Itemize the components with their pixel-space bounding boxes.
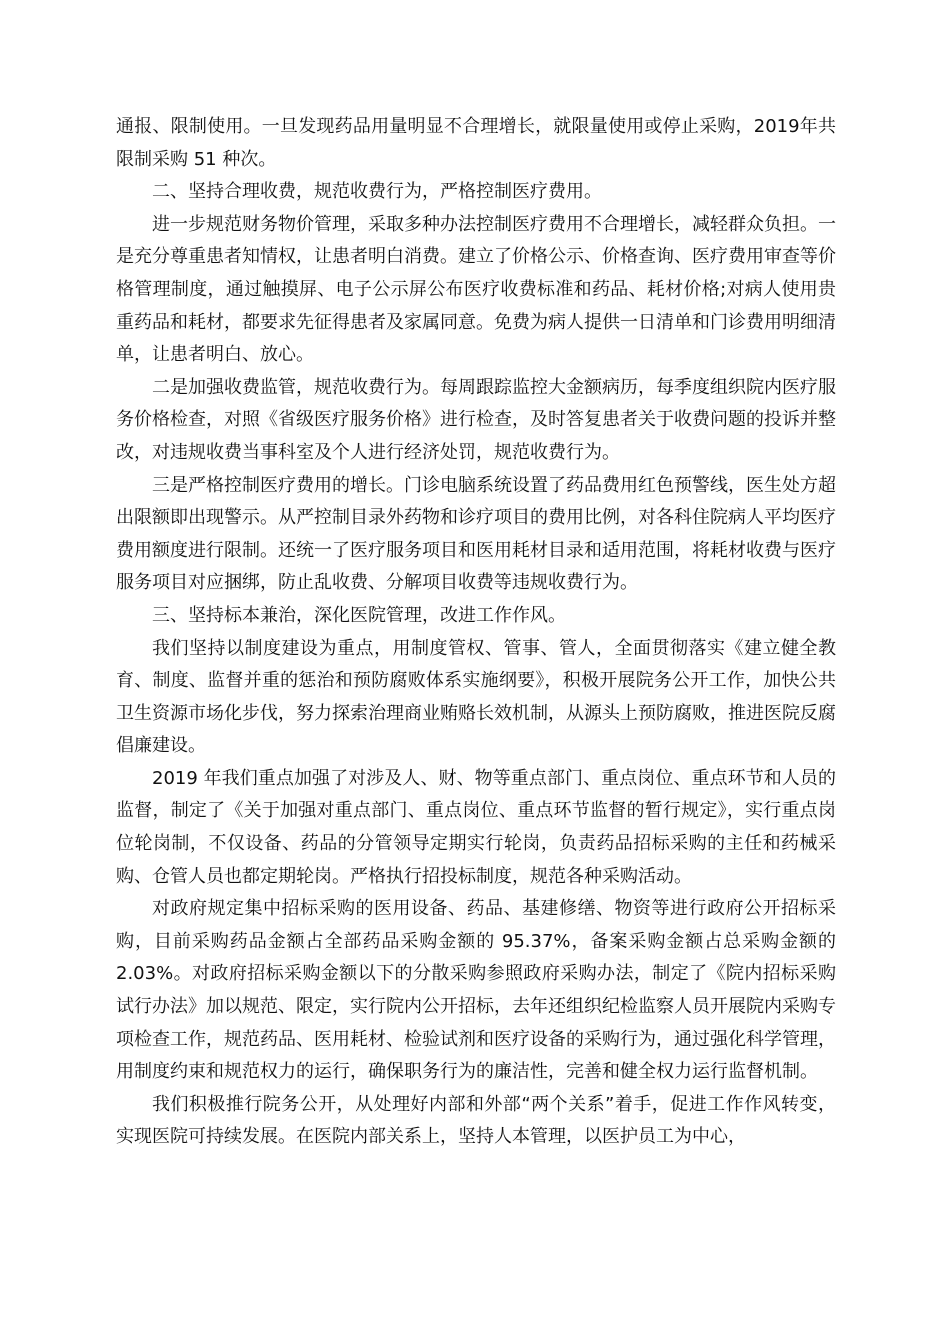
paragraph: 对政府规定集中招标采购的医用设备、药品、基建修缮、物资等进行政府公开招标采购，目前采购药品金额占全部药品采购金额的 95.37%，备案采购金额占总采购金额的 2.03%。对政府招标采购金额以下的分散采购参照政府采购办法，制定了《院内招标采购试行办法》加以规范、限定，实行院内公开招标，去年还组织纪检监察人员开展院内采购专项检查工作，规范药品、医用耗材、检验试剂和医疗设备的采购行为，通过强化科学管理，用制度约束和规范权力的运行，确保职务行为的廉洁性，完善和健全权力运行监督机制。: [116, 898, 836, 1083]
paragraph: 进一步规范财务物价管理，采取多种办法控制医疗费用不合理增长，减轻群众负担。一是充分尊重患者知情权，让患者明白消费。建立了价格公示、价格查询、医疗费用审查等价格管理制度，通过触摸屏、电子公示屏公布医疗收费标准和药品、耗材价格;对病人使用贵重药品和耗材，都要求先征得患者及家属同意。免费为病人提供一日清单和门诊费用明细清单，让患者明白、放心。: [116, 213, 836, 366]
section-heading-management: 三、坚持标本兼治，深化医院管理，改进工作作风。: [152, 604, 566, 626]
document-body: [116, 111, 836, 1154]
paragraph: 我们积极推行院务公开，从处理好内部和外部“两个关系”着手，促进工作作风转变，实现医院可持续发展。在医院内部关系上，坚持人本管理，以医护员工为中心，: [116, 1093, 836, 1148]
paragraph: 三是严格控制医疗费用的增长。门诊电脑系统设置了药品费用红色预警线，医生处方超出限额即出现警示。从严控制目录外药物和诊疗项目的费用比例，对各科住院病人平均医疗费用额度进行限制。还统一了医疗服务项目和医用耗材目录和适用范围，将耗材收费与医疗服务项目对应捆绑，防止乱收费、分解项目收费等违规收费行为。: [116, 474, 836, 594]
paragraph: 2019 年我们重点加强了对涉及人、财、物等重点部门、重点岗位、重点环节和人员的监督，制定了《关于加强对重点部门、重点岗位、重点环节监督的暂行规定》，实行重点岗位轮岗制，不仅设备、药品的分管领导定期实行轮岗，负责药品招标采购的主任和药械采购、仓管人员也都定期轮岗。严格执行招投标制度，规范各种采购活动。: [116, 767, 836, 887]
section-heading-fees: 二、坚持合理收费，规范收费行为，严格控制医疗费用。: [152, 181, 602, 203]
paragraph-continued: 通报、限制使用。一旦发现药品用量明显不合理增长，就限量使用或停止采购，2019年共限制采购 51 种次。: [116, 116, 836, 170]
paragraph: 二是加强收费监管，规范收费行为。每周跟踪监控大金额病历，每季度组织院内医疗服务价格检查，对照《省级医疗服务价格》进行检查，及时答复患者关于收费问题的投诉并整改，对违规收费当事科室及个人进行经济处罚，规范收费行为。: [116, 376, 836, 463]
paragraph: 我们坚持以制度建设为重点，用制度管权、管事、管人，全面贯彻落实《建立健全教育、制度、监督并重的惩治和预防腐败体系实施纲要》，积极开展院务公开工作，加快公共卫生资源市场化步伐，努力探索治理商业贿赂长效机制，从源头上预防腐败，推进医院反腐倡廉建设。: [116, 637, 836, 757]
